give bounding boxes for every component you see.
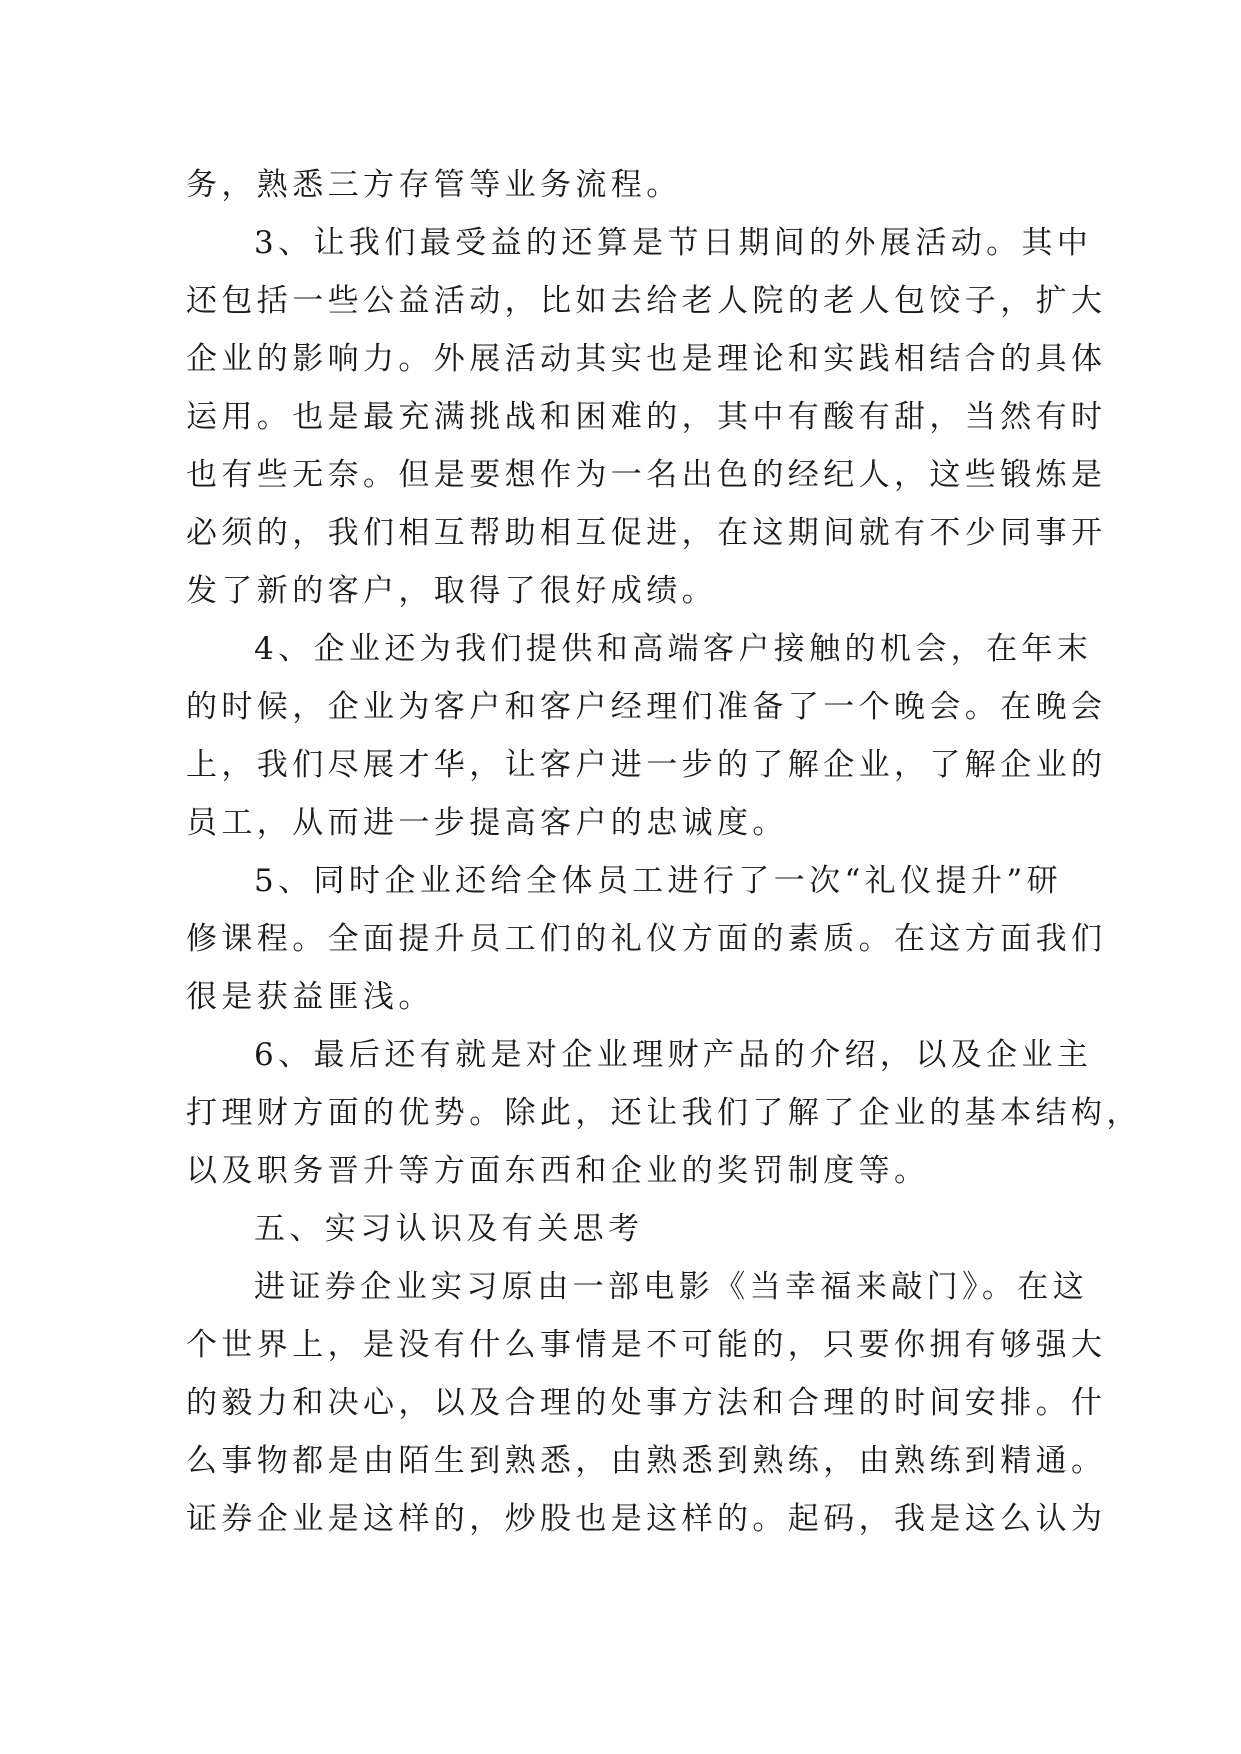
text-line: 企业的影响力。外展活动其实也是理论和实践相结合的具体 [186,341,1107,377]
text-line: 证券企业是这样的，炒股也是这样的。起码，我是这么认为 [186,1501,1107,1537]
text-line: 运用。也是最充满挑战和困难的，其中有酸有甜，当然有时 [186,399,1107,435]
text-line: 打理财方面的优势。除此，还让我们了解了企业的基本结构， [186,1095,1142,1131]
text-line: 上，我们尽展才华，让客户进一步的了解企业，了解企业的 [186,747,1107,783]
text-line: 员工，从而进一步提高客户的忠诚度。 [186,805,788,841]
text-line: 务，熟悉三方存管等业务流程。 [186,167,682,203]
paragraph-start-line: 5、同时企业还给全体员工进行了一次“礼仪提升”研 [254,863,1063,899]
text-line: 的毅力和决心，以及合理的处事方法和合理的时间安排。什 [186,1385,1107,1421]
text-line: 以及职务晋升等方面东西和企业的奖罚制度等。 [186,1153,930,1189]
text-line: 还包括一些公益活动，比如去给老人院的老人包饺子，扩大 [186,283,1107,319]
paragraph-start-line: 6、最后还有就是对企业理财产品的介绍，以及企业主 [254,1037,1093,1073]
text-line: 个世界上，是没有什么事情是不可能的，只要你拥有够强大 [186,1327,1107,1363]
text-line: 很是获益匪浅。 [186,979,434,1015]
text-line: 修课程。全面提升员工们的礼仪方面的素质。在这方面我们 [186,921,1107,957]
paragraph-start-line: 进证券企业实习原由一部电影《当幸福来敲门》。在这 [254,1269,1089,1305]
paragraph-start-line: 4、企业还为我们提供和高端客户接触的机会，在年末 [254,631,1093,667]
paragraph-start-line: 3、让我们最受益的还算是节日期间的外展活动。其中 [254,225,1093,261]
text-line: 必须的，我们相互帮助相互促进，在这期间就有不少同事开 [186,515,1107,551]
text-line: 发了新的客户，取得了很好成绩。 [186,573,717,609]
section-heading: 五、实习认识及有关思考 [254,1211,644,1247]
text-line: 的时候，企业为客户和客户经理们准备了一个晚会。在晚会 [186,689,1107,725]
text-line: 也有些无奈。但是要想作为一名出色的经纪人，这些锻炼是 [186,457,1107,493]
text-line: 么事物都是由陌生到熟悉，由熟悉到熟练，由熟练到精通。 [186,1443,1107,1479]
